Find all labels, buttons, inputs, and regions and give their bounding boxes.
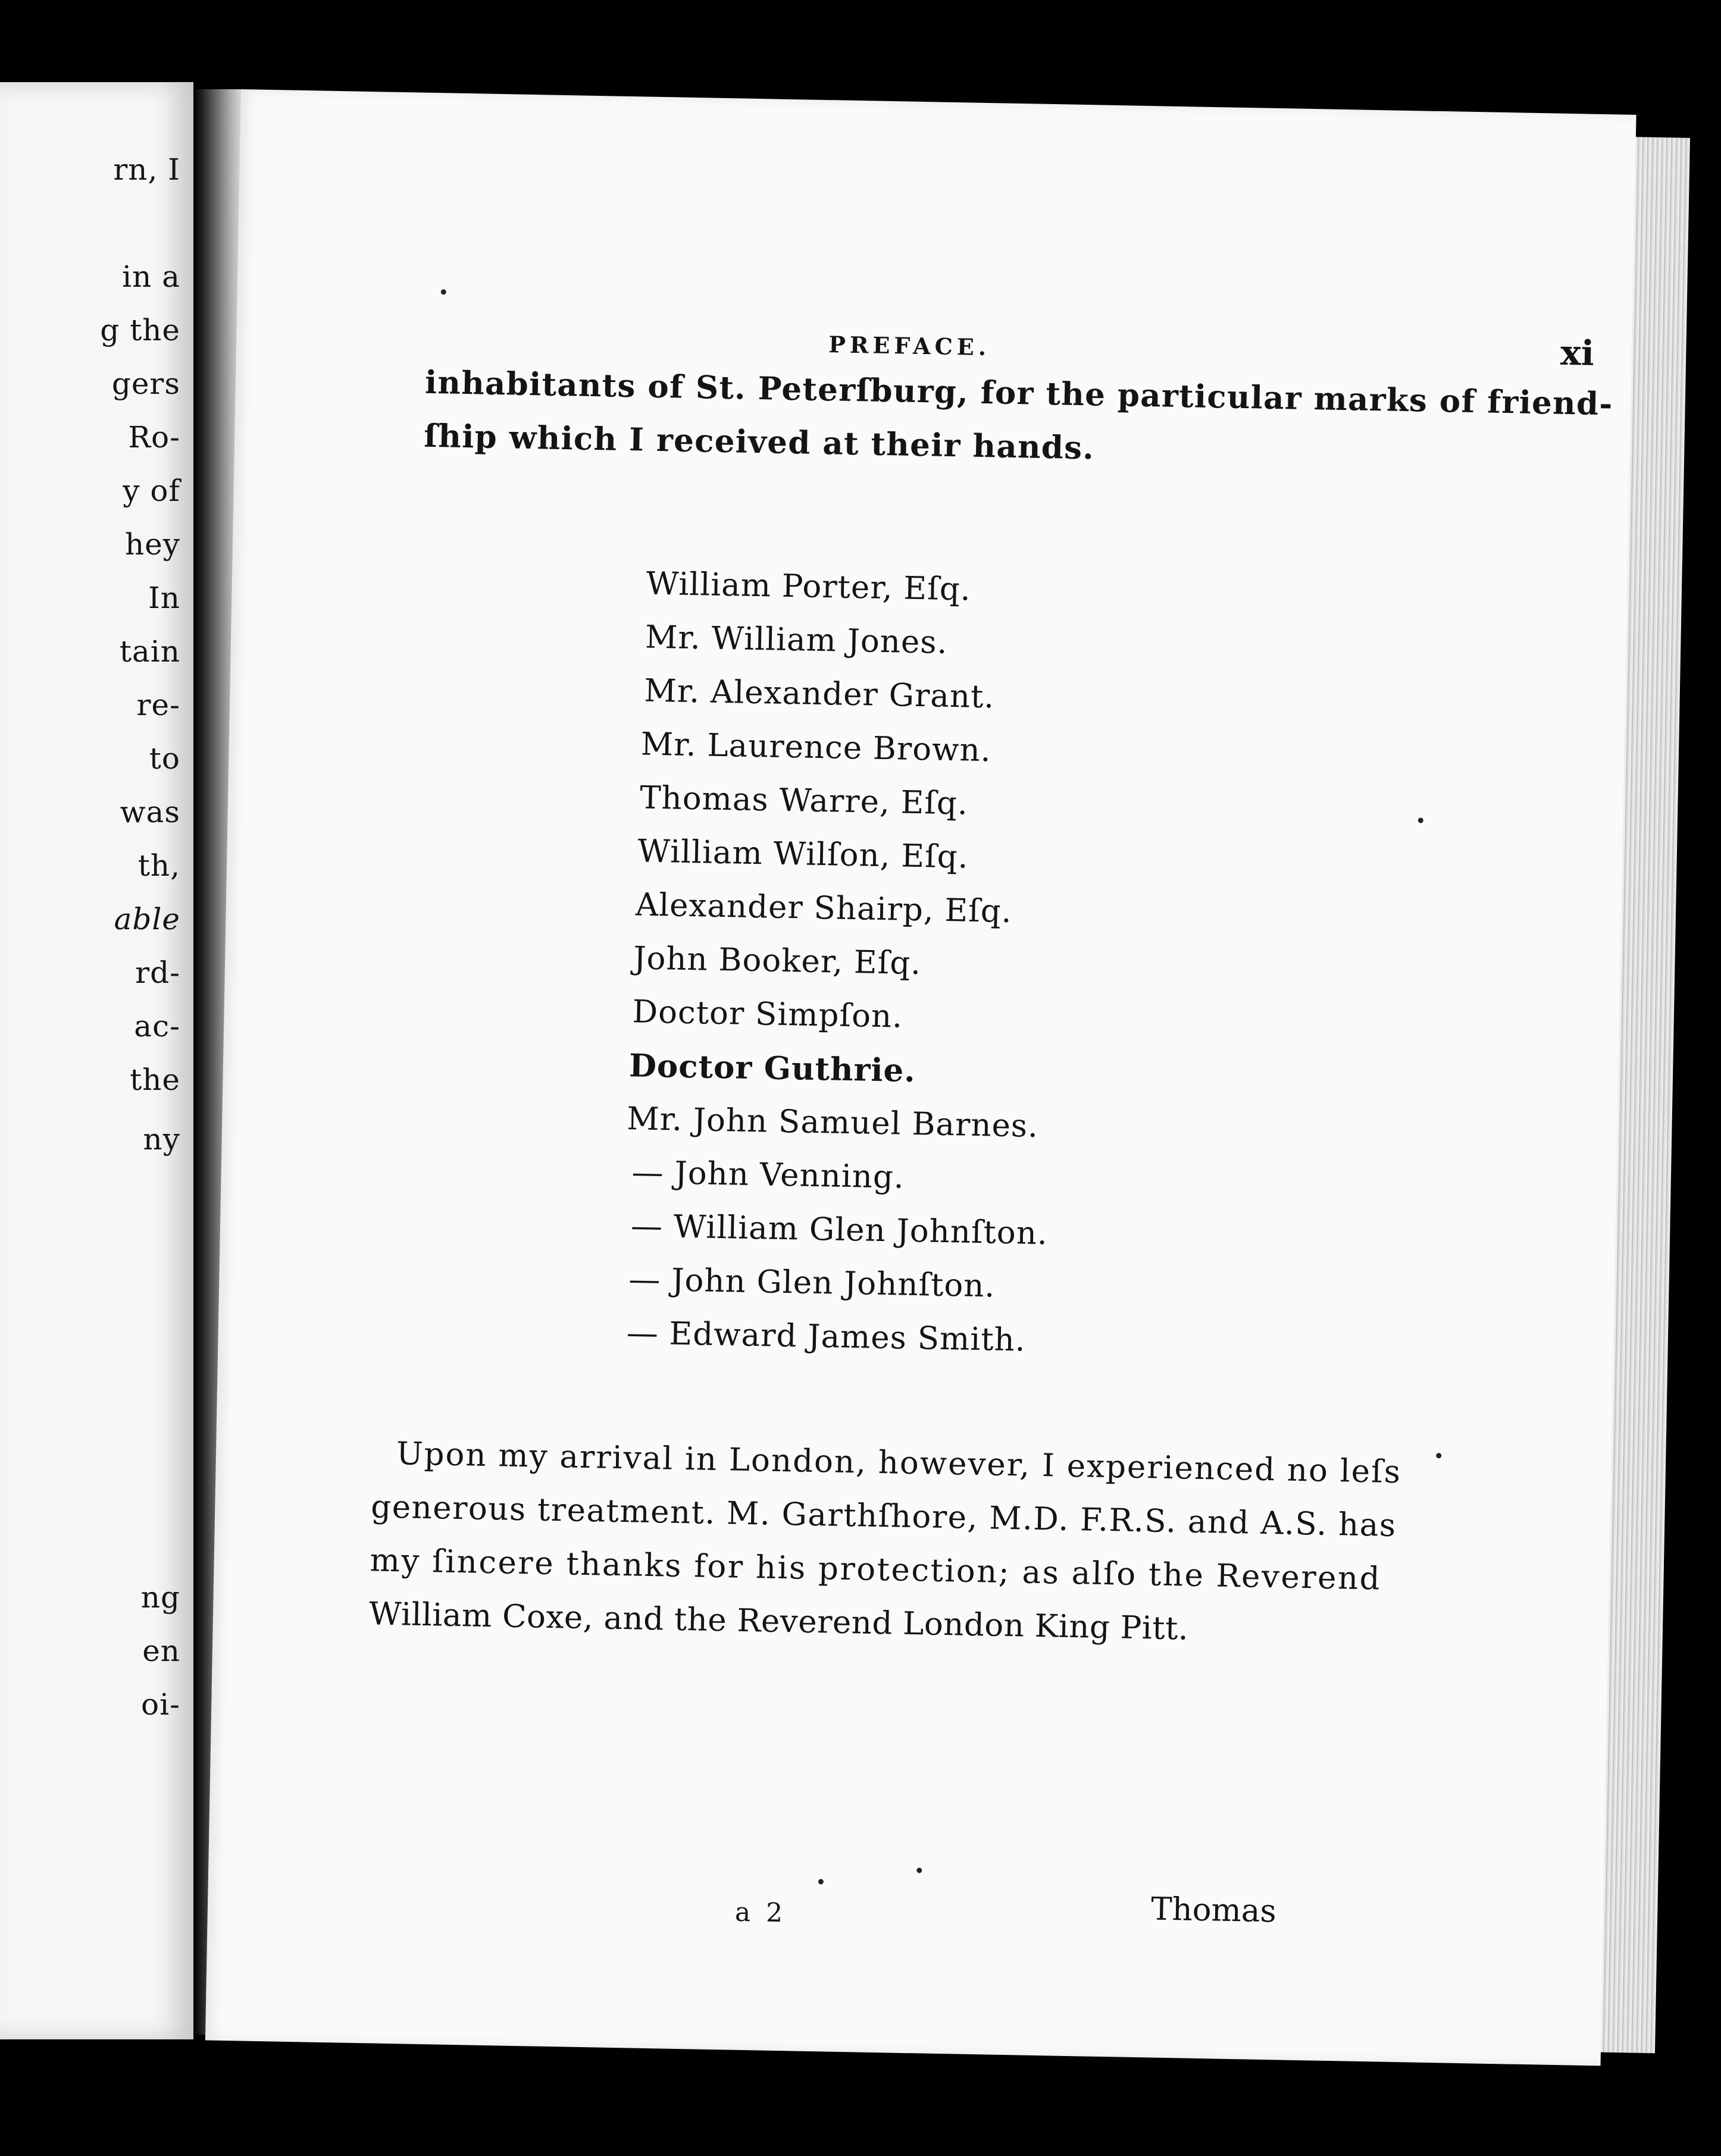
name-entry: William Wilſon, Eſq.	[637, 833, 969, 876]
text-line: generous treatment. M. Garthſhore, M.D. F.R.S. and A.S. has	[370, 1488, 1397, 1544]
left-page-fragment: the	[130, 1063, 180, 1097]
left-page-fragment: ny	[143, 1122, 180, 1157]
name-entry: Alexander Shairp, Eſq.	[635, 886, 1013, 930]
left-page-fragment: was	[120, 795, 180, 829]
text-line: my ſincere thanks for his protection; as alſo the Reverend	[370, 1542, 1382, 1597]
ink-speck	[441, 289, 446, 294]
left-page-fragment: to	[149, 741, 180, 776]
ink-speck	[1436, 1453, 1441, 1458]
name-entry: William Porter, Eſq.	[646, 565, 972, 608]
name-entry: Thomas Warre, Eſq.	[639, 779, 969, 822]
left-page-fragment: g the	[100, 313, 180, 347]
name-entry: — John Glen Johnſton.	[628, 1261, 996, 1305]
name-entry: Mr. Alexander Grant.	[644, 672, 995, 716]
name-entry: Doctor Guthrie.	[628, 1047, 916, 1090]
left-page-fragment: en	[142, 1634, 180, 1668]
left-page-fragment: hey	[124, 527, 180, 562]
left-page-fragment: ng	[140, 1580, 180, 1615]
left-page-fragment: gers	[111, 366, 180, 401]
text-line: Upon my arrival in London, however, I experienced no leſs	[396, 1436, 1402, 1491]
left-page-fragment: able	[114, 902, 180, 936]
name-entry: Mr. William Jones.	[644, 619, 948, 661]
ink-speck	[1418, 817, 1423, 823]
text-line: William Coxe, and the Reverend London King Pitt.	[368, 1596, 1189, 1647]
left-page-fragment: th,	[137, 848, 180, 883]
name-entry: John Booker, Eſq.	[633, 940, 922, 982]
name-entry: Mr. John Samuel Barnes.	[626, 1101, 1039, 1145]
page-number: xi	[1560, 332, 1595, 374]
left-page-fragment: Ro-	[128, 420, 180, 455]
running-head: PREFACE.	[828, 331, 991, 361]
right-page	[205, 89, 1636, 2066]
name-entry: — John Venning.	[631, 1154, 905, 1196]
name-entry: Mr. Laurence Brown.	[640, 726, 992, 769]
left-page-fragment: in a	[122, 259, 180, 294]
left-page-fragment: ac-	[134, 1009, 180, 1043]
left-page-fragment: rd-	[135, 955, 180, 990]
left-page	[0, 82, 193, 2039]
ink-speck	[916, 1867, 922, 1873]
left-page-fragment: rn, I	[113, 152, 180, 187]
left-page-fragment: re-	[136, 688, 180, 722]
left-page-fragment: oi-	[141, 1687, 180, 1722]
signature-mark: a 2	[734, 1897, 787, 1929]
left-page-fragment: In	[148, 581, 180, 615]
text-line: inhabitants of St. Peterſburg, for the particular marks of friend-	[424, 363, 1614, 423]
ink-speck	[818, 1879, 824, 1884]
left-page-fragment: y of	[123, 474, 180, 508]
name-entry: Doctor Simpſon.	[632, 994, 903, 1035]
text-line: ſhip which I received at their hands.	[423, 417, 1095, 467]
name-entry: — William Glen Johnſton.	[630, 1208, 1049, 1252]
left-page-fragment: tain	[119, 634, 180, 669]
catchword: Thomas	[1150, 1891, 1277, 1930]
name-entry: — Edward James Smith.	[626, 1315, 1027, 1359]
